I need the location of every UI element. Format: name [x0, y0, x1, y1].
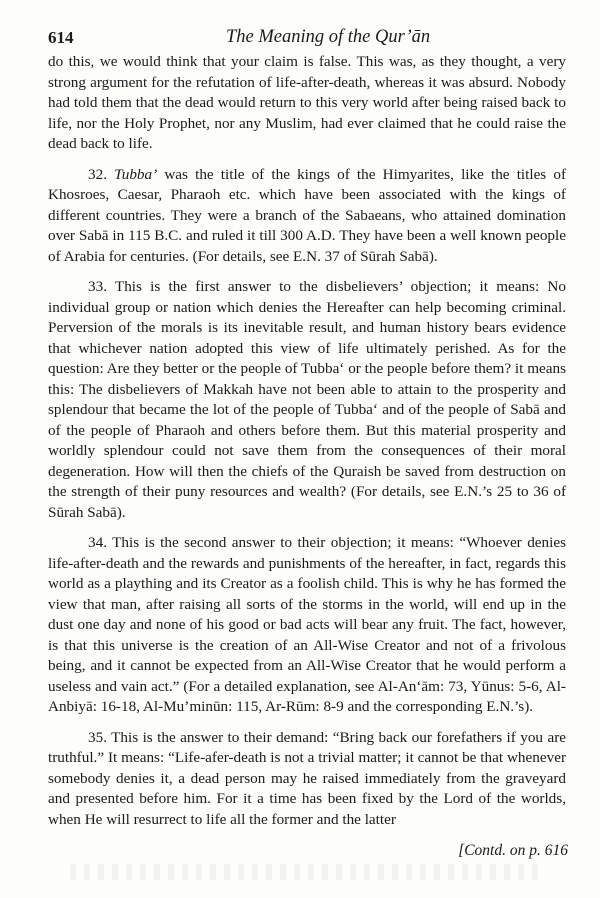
note-33: 33. This is the first answer to the disbelievers’ objection; it means: No individual group or nation which denies the Hereafter can help becoming criminal. Perversion of the morals is its inevitable result, and human history bears evidence that whichever nation adopted this view of life ultimately perished. As for the question: Are they better or the people of Tubba‘ or the people before them? it means this: The disbelievers of Makkah have not been able to attain to the prosperity and splendour that became the lot of the people of Tubba‘ and of the people of Sabā and of the people of Pharaoh and others before them. But this material prosperity and worldly splendour could not save them from the consequences of their moral degeneration. How will then the chiefs of the Quraish be saved from destruction on the strength of their puny resources and wealth? (For details, see E.N.’s 25 to 36 of Sūrah Sabā). — [48, 278, 566, 521]
running-title: The Meaning of the Qur’ān — [226, 27, 431, 47]
note-32-text: was the title of the kings of the Himyarites, like the titles of Khosroes, Caesar, Pharaoh etc. which have been associated with the kings of different countries. They were a branch of the Sabaeans, who attained domination over Sabā in 115 B.C. and ruled it till 300 A.D. They have been a well known people of Arabia for centuries. (For details, see E.N. 37 of Sūrah Sabā). — [48, 165, 567, 265]
note-32-number: 32. — [88, 165, 107, 183]
page-body — [48, 52, 566, 830]
continuation-note: [Contd. on p. 616 — [458, 842, 568, 859]
page-number: 614 — [48, 28, 74, 47]
scan-bleed-through — [70, 864, 540, 880]
note-32-term: Tubba’ — [114, 165, 158, 183]
page-header — [48, 20, 566, 52]
note-35: 35. This is the answer to their demand: “Bring back our forefathers if you are truthful.” It means: “Life-afer-death is not a trivial matter; it cannot be that whenever somebody denies it, a dead person may he raised immediately from the graveyard and presented before him. For it a time has been fixed by the Lord of the worlds, when He will resurrect to life all the former and the latter — [48, 728, 566, 828]
paragraph-continuation: do this, we would think that your claim is false. This was, as they thought, a very strong argument for the refutation of life-after-death, whereas it was absurd. Nobody had told them that the dead would return to this very world after being raised back to life, nor the Holy Prophet, nor any Muslim, had ever claimed that he could raise the dead back to life. — [48, 53, 566, 152]
note-34: 34. This is the second answer to their objection; it means: “Whoever denies life-after-death and the rewards and punishments of the hereafter, in fact, regards this world as a plaything and its Creator as a foolish child. This is why he has formed the view that man, after raising all sorts of the storms in the world, will end up in the dust one day and none of his good or bad acts will bear any fruit. The fact, however, is that this universe is the creation of an All-Wise Creator and not of a frivolous being, and it cannot be expected from an All-Wise Creator that he would perform a useless and vain act.” (For a detailed explanation, see Al-An‘ām: 73, Yūnus: 5-6, Al-Anbiyā: 16-18, Al-Mu’minūn: 115, Ar-Rūm: 8-9 and the corresponding E.N.’s). — [48, 534, 566, 715]
note-32 — [48, 165, 566, 268]
